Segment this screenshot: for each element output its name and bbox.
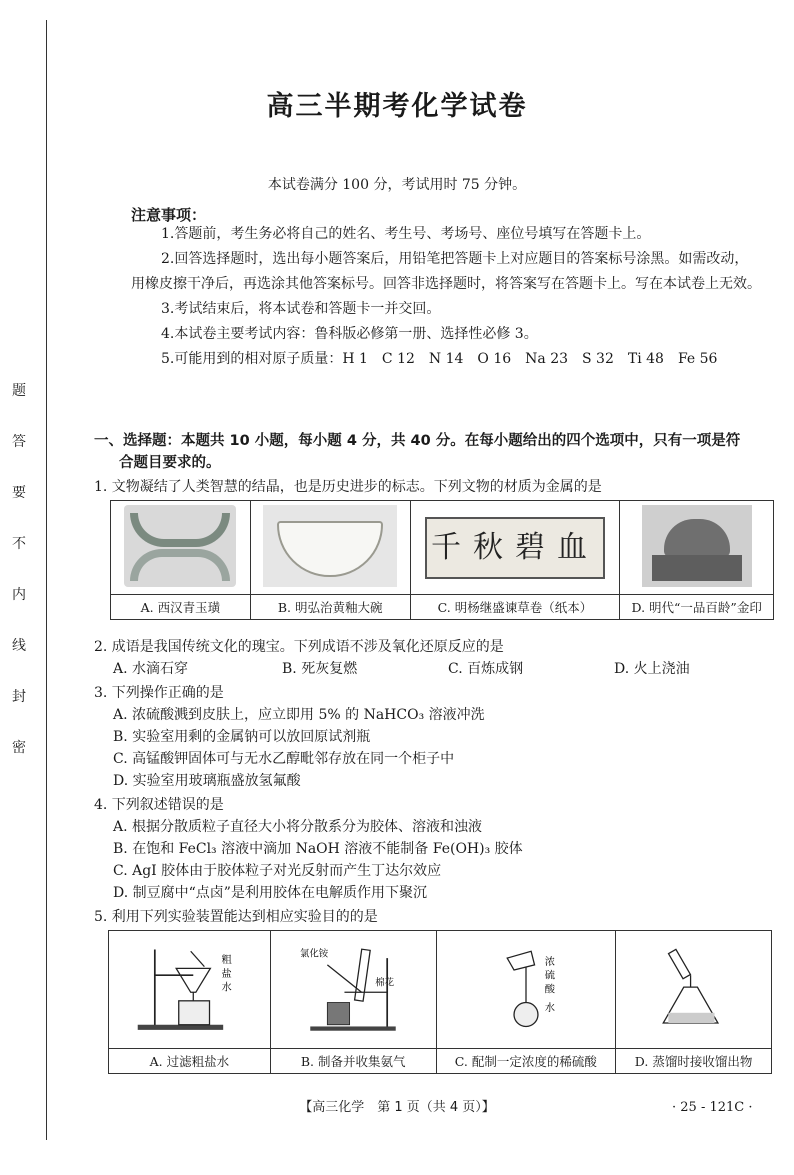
seal-photo bbox=[620, 501, 774, 595]
label-acid-2: 硫 bbox=[544, 969, 555, 982]
question-4-stem: 4. 下列叙述错误的是 bbox=[94, 797, 224, 813]
caption-d: D. 蒸馏时接收馏出物 bbox=[616, 1049, 772, 1074]
binding-char: 不 bbox=[12, 536, 26, 552]
notice-item: 1.答题前，考生务必将自己的姓名、考生号、考场号、座位号填写在答题卡上。 bbox=[161, 226, 651, 242]
option-d: D. 实验室用玻璃瓶盛放氢氟酸 bbox=[113, 773, 301, 789]
option-d: D. 制豆腐中“点卤”是利用胶体在电解质作用下聚沉 bbox=[113, 885, 427, 901]
label-salt-water-1: 粗 bbox=[221, 954, 233, 967]
question-2-stem: 2. 成语是我国传统文化的瑰宝。下列成语不涉及氧化还原反应的是 bbox=[94, 639, 504, 655]
section-heading bbox=[94, 430, 774, 474]
binding-char: 线 bbox=[12, 638, 26, 654]
label-acid-3: 酸 bbox=[544, 983, 555, 996]
exam-info: 本试卷满分 100 分，考试用时 75 分钟。 bbox=[267, 177, 527, 193]
question-5-figures bbox=[108, 930, 772, 1074]
paper-title: 高三半期考化学试卷 bbox=[266, 91, 528, 122]
notice-item: 2.回答选择题时，选出每小题答案后，用铅笔把答题卡上对应题目的答案标号涂黑。如需改动，用橡皮擦干净后，再选涂其他答案标号。回答非选择题时，将答案写在答题卡上。写在本试卷上无效。 bbox=[131, 251, 761, 292]
binding-char: 题 bbox=[12, 383, 26, 399]
notice-item: 5.可能用到的相对原子质量：H 1 C 12 N 14 O 16 Na 23 S 32 Ti 48 Fe 56 bbox=[161, 351, 718, 367]
option-a: A. 根据分散质粒子直径大小将分散系分为胶体、溶液和浊液 bbox=[113, 819, 483, 835]
question-5-stem: 5. 利用下列实验装置能达到相应实验目的的是 bbox=[94, 909, 378, 925]
binding-warning bbox=[8, 380, 30, 757]
dilution-diagram bbox=[456, 941, 596, 1035]
caption-d: D. 明代“一品百龄”金印 bbox=[620, 595, 774, 620]
question-1-figures bbox=[110, 500, 774, 620]
option-a: A. 水滴石穿 bbox=[113, 661, 189, 677]
notice-item: 3.考试结束后，将本试卷和答题卡一并交回。 bbox=[161, 301, 441, 317]
question-3-stem: 3. 下列操作正确的是 bbox=[94, 685, 224, 701]
dilution-apparatus bbox=[436, 931, 616, 1049]
notice-item: 4.本试卷主要考试内容：鲁科版必修第一册、选择性必修 3。 bbox=[161, 326, 538, 342]
binding-char: 内 bbox=[12, 587, 26, 603]
option-b: B. 在饱和 FeCl₃ 溶液中滴加 NaOH 溶液不能制备 Fe(OH)₃ 胶体 bbox=[113, 841, 523, 857]
label-water: 水 bbox=[544, 1002, 555, 1015]
notice-list bbox=[131, 222, 761, 372]
distillation-apparatus bbox=[616, 931, 772, 1049]
option-c: C. AgI 胶体由于胶体粒子对光反射而产生丁达尔效应 bbox=[113, 863, 442, 879]
binding-char: 封 bbox=[12, 689, 26, 705]
option-b: B. 实验室用剩的金属钠可以放回原试剂瓶 bbox=[113, 729, 371, 745]
caption-c: C. 配制一定浓度的稀硫酸 bbox=[436, 1049, 616, 1074]
page-footer: 【高三化学 第 1 页（共 4 页）】 bbox=[299, 1100, 495, 1115]
ammonia-apparatus bbox=[270, 931, 436, 1049]
ammonia-diagram bbox=[283, 941, 423, 1035]
caption-a: A. 过滤粗盐水 bbox=[109, 1049, 271, 1074]
caption-c: C. 明杨继盛谏草卷（纸本） bbox=[410, 595, 620, 620]
option-b: B. 死灰复燃 bbox=[282, 661, 358, 677]
notice-heading: 注意事项： bbox=[131, 206, 207, 224]
question-1-stem: 1. 文物凝结了人类智慧的结晶，也是历史进步的标志。下列文物的材质为金属的是 bbox=[94, 479, 602, 495]
scroll-photo bbox=[410, 501, 620, 595]
option-a: A. 浓硫酸溅到皮肤上，应立即用 5% 的 NaHCO₃ 溶液冲洗 bbox=[113, 707, 485, 723]
caption-b: B. 明弘治黄釉大碗 bbox=[250, 595, 410, 620]
label-salt-water-2: 盐 bbox=[221, 967, 233, 980]
caption-a: A. 西汉青玉璜 bbox=[111, 595, 251, 620]
label-acid-1: 浓 bbox=[544, 955, 555, 968]
paper-code: · 25 - 121C · bbox=[672, 1100, 753, 1115]
label-ammonium-chloride: 氯化铵 bbox=[300, 948, 329, 960]
binding-char: 要 bbox=[12, 485, 26, 501]
option-d: D. 火上浇油 bbox=[614, 661, 690, 677]
bowl-photo bbox=[250, 501, 410, 595]
scroll-calligraphy: 千秋碧血 bbox=[425, 517, 605, 579]
option-c: C. 高锰酸钾固体可与无水乙醇毗邻存放在同一个柜子中 bbox=[113, 751, 455, 767]
label-cotton: 棉花 bbox=[375, 977, 395, 989]
label-salt-water-3: 水 bbox=[221, 981, 233, 994]
jade-photo bbox=[111, 501, 251, 595]
section-heading-line1: 一、选择题：本题共 10 小题，每小题 4 分，共 40 分。在每小题给出的四个选项中，只有一项是符 bbox=[94, 433, 741, 449]
binding-char: 答 bbox=[12, 434, 26, 450]
distillation-diagram bbox=[624, 941, 764, 1035]
filtration-diagram bbox=[119, 941, 259, 1035]
section-heading-line2: 合题目要求的。 bbox=[119, 455, 221, 471]
binding-char: 密 bbox=[12, 740, 26, 756]
filtration-apparatus bbox=[109, 931, 271, 1049]
caption-b: B. 制备并收集氨气 bbox=[270, 1049, 436, 1074]
option-c: C. 百炼成钢 bbox=[448, 661, 524, 677]
